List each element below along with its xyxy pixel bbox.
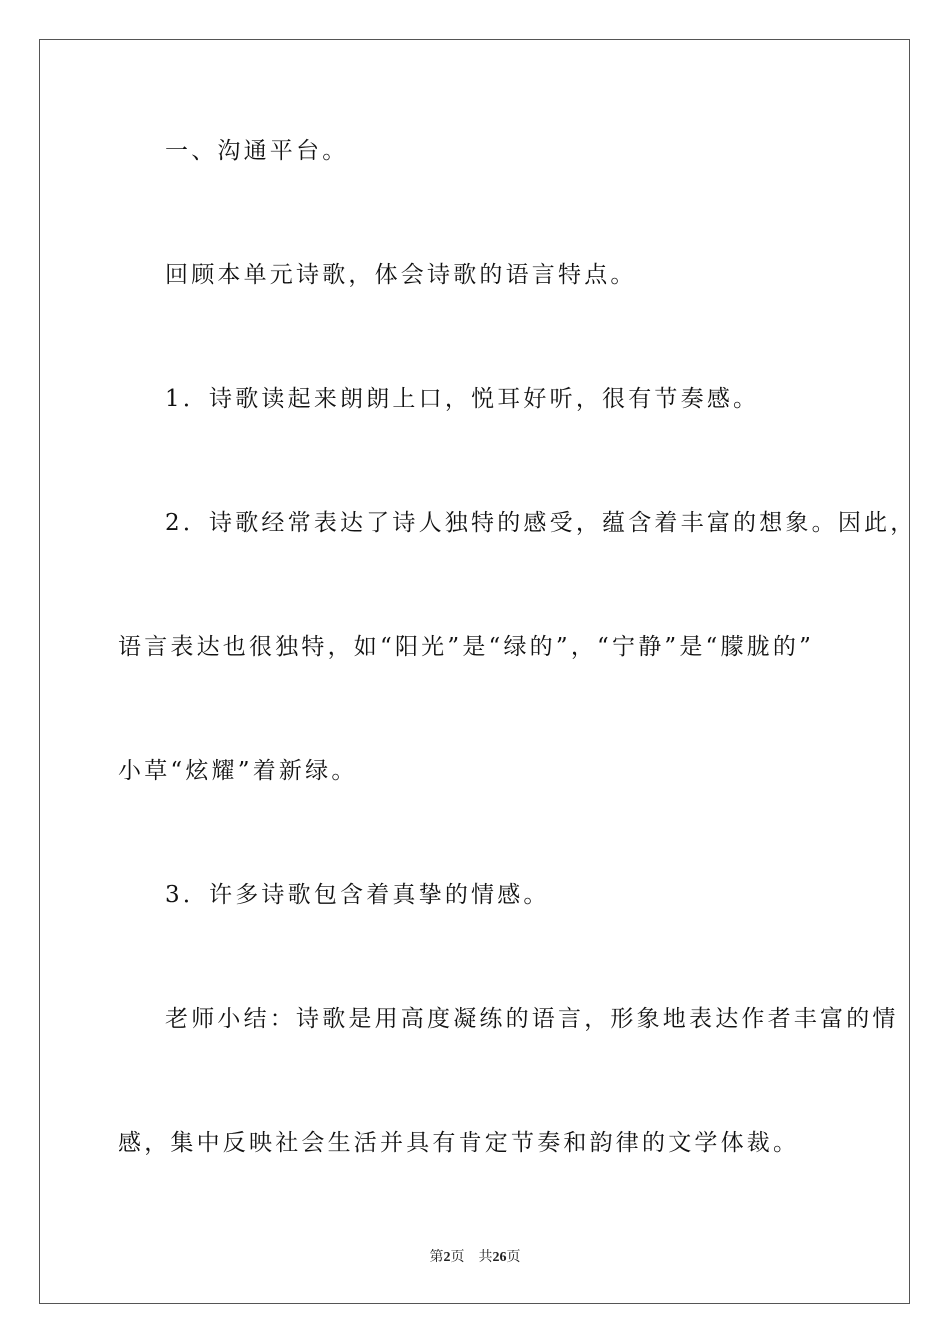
footer-page-suffix: 页: [450, 1250, 465, 1265]
footer-total-prefix: 共: [478, 1250, 493, 1265]
paragraph-point-2-line-2: 语言表达也很独特，如“阳光”是“绿的”，“宁静”是“朦胧的”: [118, 634, 815, 660]
paragraph-intro: 回顾本单元诗歌，体会诗歌的语言特点。: [165, 262, 637, 288]
page-footer: [0, 1246, 950, 1266]
paragraph-summary-line-2: 感，集中反映社会生活并具有肯定节奏和韵律的文学体裁。: [118, 1130, 800, 1156]
paragraph-heading: 一、沟通平台。: [165, 138, 349, 164]
page-frame: [39, 39, 910, 1304]
paragraph-point-2-line-1: 2．诗歌经常表达了诗人独特的感受，蕴含着丰富的想象。因此，: [165, 510, 917, 536]
paragraph-summary-line-1: 老师小结：诗歌是用高度凝练的语言，形象地表达作者丰富的情: [165, 1006, 899, 1032]
footer-page-number: 2: [443, 1250, 451, 1265]
footer-page-prefix: 第: [429, 1250, 444, 1265]
paragraph-point-3: 3．许多诗歌包含着真挚的情感。: [165, 882, 550, 908]
paragraph-point-1: 1．诗歌读起来朗朗上口，悦耳好听，很有节奏感。: [165, 386, 760, 412]
footer-total-suffix: 页: [506, 1250, 521, 1265]
paragraph-point-2-line-3: 小草“炫耀”着新绿。: [118, 758, 358, 784]
footer-total-pages: 26: [492, 1250, 507, 1265]
